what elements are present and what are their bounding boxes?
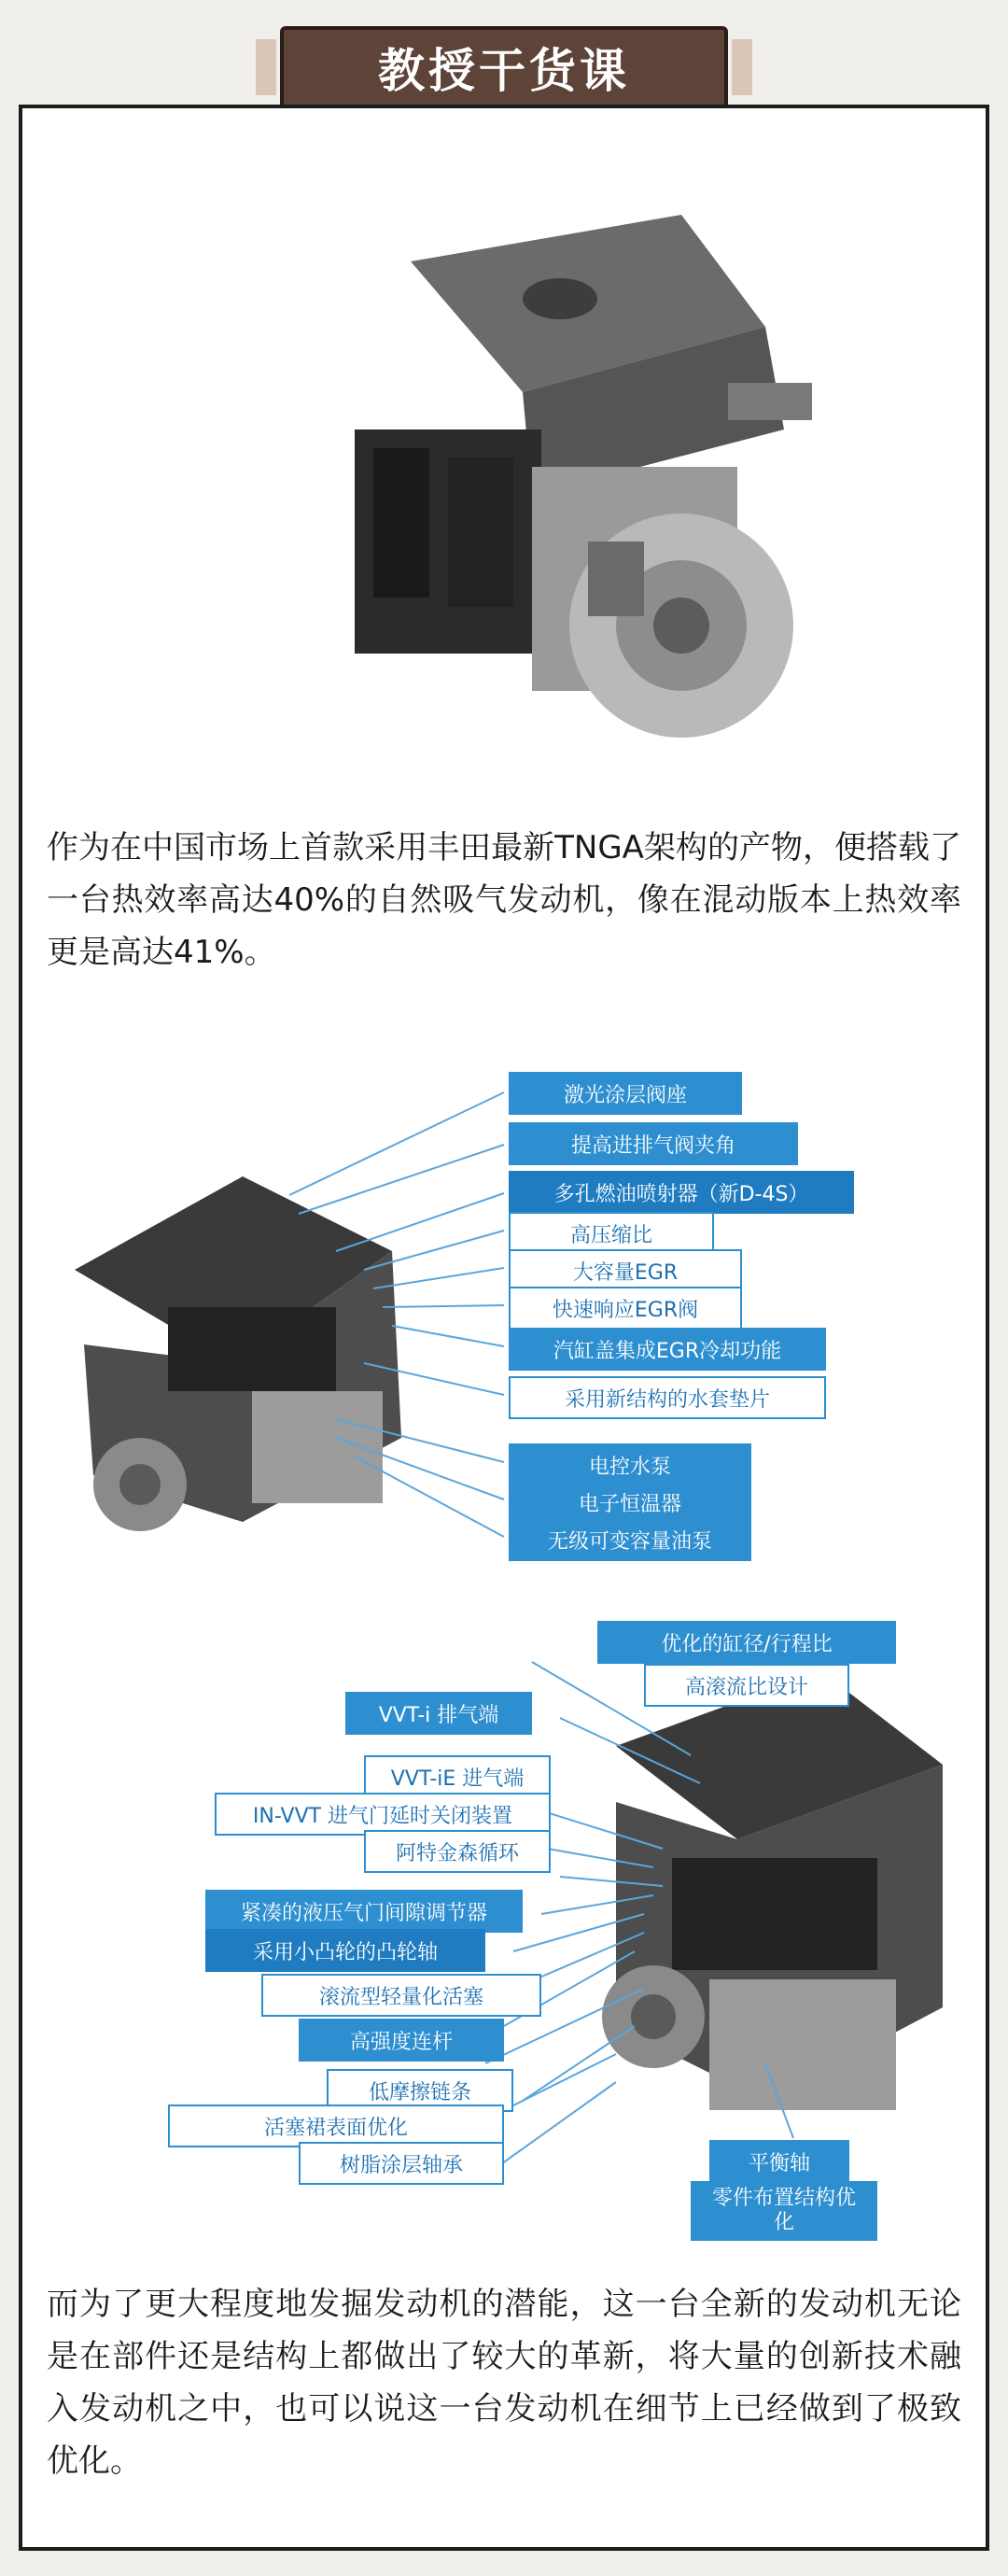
engine-diagram-1 [56, 1083, 952, 1569]
callout-con-rod [299, 2019, 504, 2062]
callout-bearing [299, 2142, 504, 2185]
callout-laser-valve-seat [509, 1072, 742, 1115]
engine-photo [280, 187, 859, 766]
callout-label: 无级可变容量油泵 [547, 1529, 712, 1554]
callout-label: 紧凑的液压气门间隙调节器 [240, 1901, 487, 1925]
callout-label: 激光涂层阀座 [563, 1083, 687, 1107]
callout-label: 高强度连杆 [349, 2030, 453, 2054]
callout-tumble-ratio [644, 1664, 849, 1707]
callout-layout [691, 2181, 877, 2241]
callout-label: 阿特金森循环 [395, 1841, 519, 1865]
callout-balance-shaft [709, 2140, 849, 2183]
callout-oil-pump [509, 1518, 751, 1561]
callout-egr-valve [509, 1287, 742, 1330]
callout-label: 高滚流比设计 [684, 1675, 808, 1699]
engine-diagram-icon [56, 1083, 952, 1569]
callout-lash-adjuster [205, 1890, 523, 1933]
callout-label: 低摩擦链条 [368, 2080, 471, 2104]
callout-valve-angle [509, 1122, 798, 1165]
conclusion-paragraph: 而为了更大程度地发掘发动机的潜能，这一台全新的发动机无论是在部件还是结构上都做出了较大的革新，将大量的创新技术融入发动机之中，也可以说这一台发动机在细节上已经做到了极致优化。 [47, 2286, 961, 2480]
callout-water-jacket [509, 1376, 826, 1419]
callout-label: 汽缸盖集成EGR冷却功能 [553, 1339, 782, 1363]
callout-fuel-injector [509, 1171, 854, 1214]
callout-label: 零件布置结构优化 [711, 2187, 856, 2234]
callout-label: 电控水泵 [588, 1455, 671, 1479]
callout-label: VVT-iE 进气端 [390, 1767, 525, 1791]
header-title-tab [280, 26, 728, 105]
header-title: 教授干货课 [378, 44, 630, 98]
callout-camshaft [205, 1929, 485, 1972]
callout-label: 高压缩比 [569, 1223, 652, 1247]
callout-vvt-exhaust [345, 1692, 532, 1735]
callout-label: 大容量EGR [572, 1260, 679, 1285]
callout-egr-cooling [509, 1328, 826, 1371]
intro-paragraph: 作为在中国市场上首款采用丰田最新TNGA架构的产物，便搭载了一台热效率高达40%的自然吸气发动机，像在混动版本上热效率更是高达41%。 [47, 829, 961, 971]
callout-piston [261, 1974, 541, 2017]
callout-label: 电子恒温器 [578, 1492, 681, 1516]
callout-label: 提高进排气阀夹角 [570, 1133, 735, 1158]
callout-atkinson [364, 1830, 551, 1873]
callout-bore-stroke [597, 1621, 896, 1664]
callout-label: 采用新结构的水套垫片 [564, 1387, 770, 1412]
callout-label: 快速响应EGR阀 [552, 1298, 699, 1322]
callout-label: 滚流型轻量化活塞 [318, 1985, 483, 2009]
callout-label: 多孔燃油喷射器（新D-4S） [553, 1182, 809, 1206]
callout-label: 优化的缸径/行程比 [661, 1632, 833, 1656]
callout-label: 采用小凸轮的凸轮轴 [252, 1940, 438, 1964]
callout-label: VVT-i 排气端 [378, 1703, 499, 1727]
callout-label: 活塞裙表面优化 [263, 2116, 408, 2140]
callout-label: 平衡轴 [748, 2151, 810, 2175]
callout-label: IN-VVT 进气门延时关闭装置 [252, 1804, 513, 1828]
callout-label: 树脂涂层轴承 [339, 2153, 463, 2177]
engine-photo-icon [280, 187, 859, 766]
